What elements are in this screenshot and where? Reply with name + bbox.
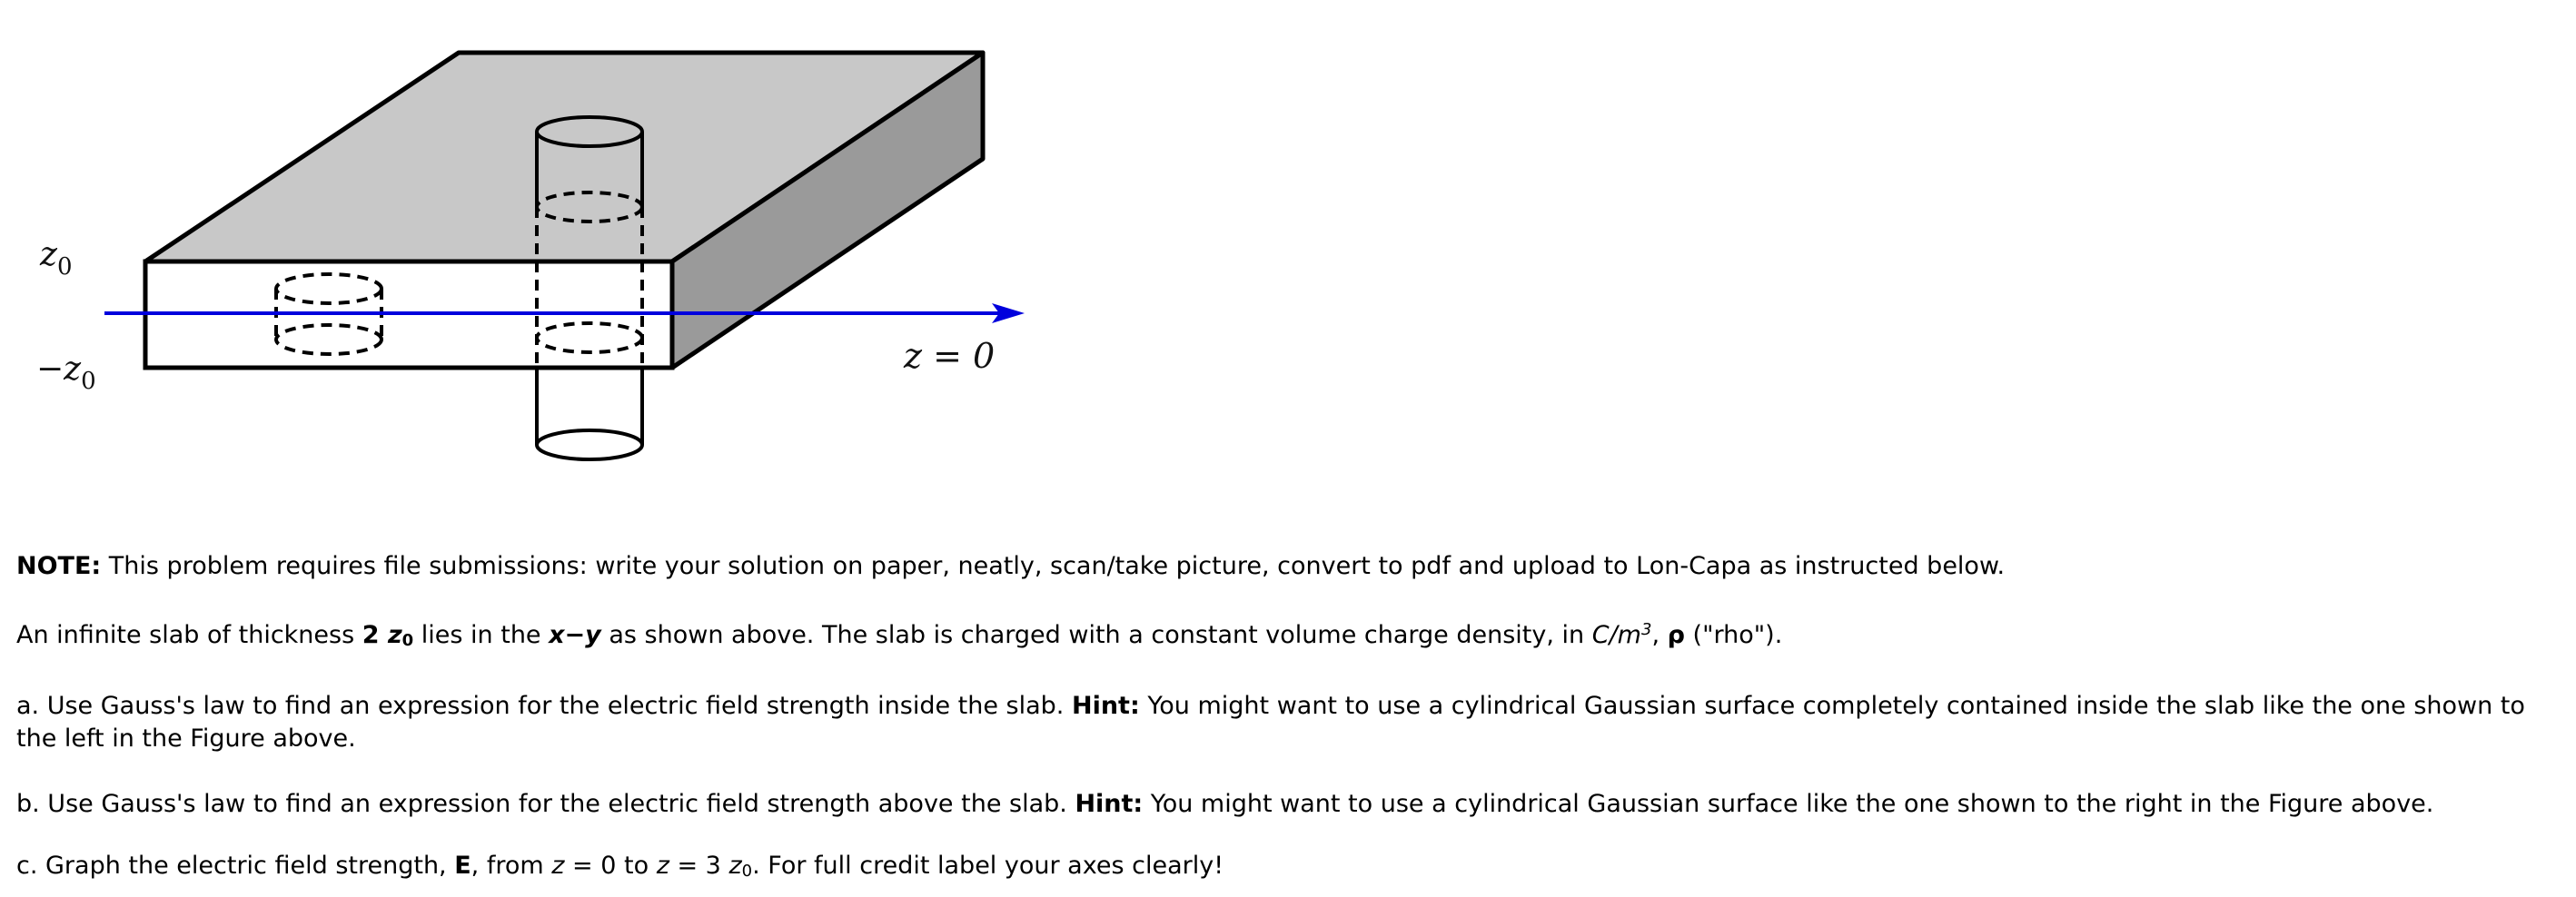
thickness-value: 2 $z_0$: [362, 621, 414, 650]
note-paragraph: [16, 550, 2560, 583]
question-c-text-2: . For full credit label your axes clearly!: [752, 852, 1224, 880]
field-symbol: E: [454, 852, 471, 880]
question-b-hint-text: You might want to use a cylindrical Gaussian surface like the one shown to the right in the Figure above.: [1143, 790, 2434, 818]
rho-symbol: ρ: [1667, 621, 1685, 649]
label-z-equals-zero: z = 0: [904, 336, 996, 376]
slab-figure: [0, 0, 1054, 490]
question-c-text-1: c. Graph the electric field strength,: [16, 852, 455, 880]
question-a-hint-label: Hint:: [1071, 692, 1140, 720]
question-c: c. Graph the electric field strength, E, from z = 0 to z = 3 $z_0$. For full credit label your axes clearly!: [16, 852, 1224, 881]
plane-label: x−y: [549, 621, 601, 649]
question-a: [16, 690, 2560, 755]
intro-text-5: ("rho").: [1684, 621, 1783, 649]
question-b-hint-label: Hint:: [1075, 790, 1144, 818]
intro-text-2: lies in the: [413, 621, 550, 649]
label-z0: $z_0$: [40, 236, 73, 281]
question-a-hint-text: You might want to use a cylindrical Gaussian surface completely contained inside the slab like the one shown to the left in the Figure above.: [16, 692, 2525, 753]
intro-text-1: An infinite slab of thickness: [16, 621, 362, 649]
question-b-text: b. Use Gauss's law to find an expression for the electric field strength above the slab.: [16, 790, 1075, 818]
label-minus-z0: $-z_0$: [36, 350, 96, 395]
note-label: NOTE:: [16, 552, 102, 580]
intro-text-4: ,: [1651, 621, 1668, 649]
problem-intro: [16, 619, 2560, 652]
note-text: This problem requires file submissions: write your solution on paper, neatly, scan/take picture, convert to pdf and upload to Lon-Capa as instructed below.: [101, 552, 2006, 580]
question-a-text: a. Use Gauss's law to find an expression for the electric field strength inside the slab.: [16, 692, 1072, 720]
intro-text-3: as shown above. The slab is charged with a constant volume charge density, in: [600, 621, 1592, 649]
unit-label: $C/m^3$: [1591, 620, 1652, 649]
question-b: [16, 788, 2560, 821]
